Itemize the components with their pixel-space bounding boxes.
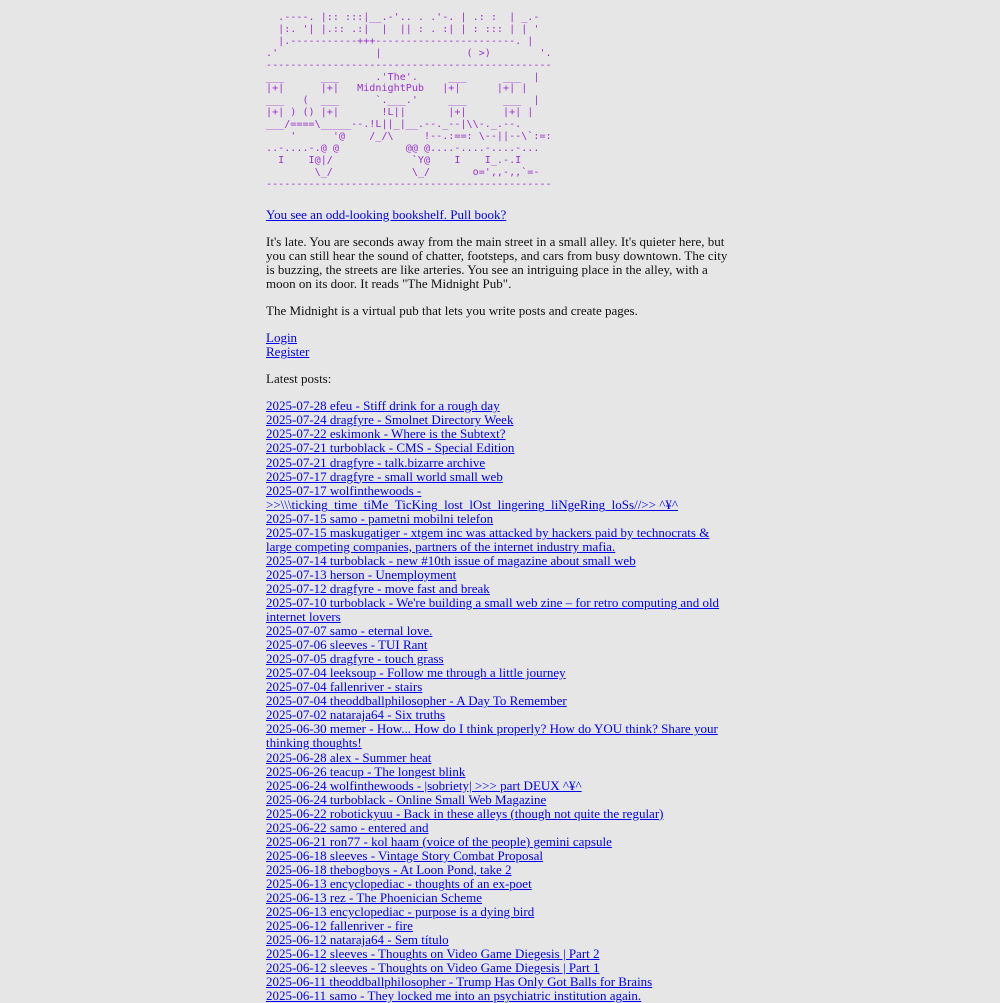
post-link[interactable]: 2025-06-18 thebogboys - At Loon Pond, take 2	[266, 861, 512, 877]
latest-posts-heading: Latest posts:	[266, 371, 332, 387]
page-content	[266, 12, 736, 1003]
post-link[interactable]: 2025-07-17 wolfinthewoods - >>\\\ticking_time_tiMe_TicKing_lost_lOst_lingering_liNgeRing_loSs//>> ^¥^	[266, 482, 678, 512]
post-link[interactable]: 2025-07-24 dragfyre - Smolnet Directory Week	[266, 412, 514, 428]
post-link[interactable]: 2025-07-02 nataraja64 - Six truths	[266, 707, 446, 723]
post-link[interactable]: 2025-07-04 fallenriver - stairs	[266, 679, 423, 695]
post-link[interactable]: 2025-06-21 ron77 - kol haam (voice of the people) gemini capsule	[266, 833, 612, 849]
midnight-pub-ascii-art: .----. |:: :::|__.-'.. . .'-. | .: : | _.- |:. '| |.:: .:| | || : . :| | : ::: | | ' |.-----------+++-----------------------. | .' | ( >) '. ----------------------------------------------- ___ ___ .'The'. ___ ___ | |+| |+| MidnightPub |+| |+| | ___ ( ___ `.___.' ___ ___ | |+| ) () |+| !L|| |+| |+| | ___/====\_____--.!L||_|__.--._--|\\-._.--. ' '@ /_/\ !--.:==: \--||--\`:=: ..-....-.@ @ @@ @....-....-....-... I I@|/ `Y@ I I_.-.I \_/ \_/ o=',,-,,`=- -----------------------------------------------	[266, 12, 552, 190]
post-link[interactable]: 2025-06-22 robotickyuu - Back in these alleys (though not quite the regular)	[266, 805, 664, 821]
post-link[interactable]: 2025-07-07 samo - eternal love.	[266, 623, 433, 639]
post-link[interactable]: 2025-06-12 fallenriver - fire	[266, 918, 413, 934]
post-link[interactable]: 2025-06-28 alex - Summer heat	[266, 749, 432, 765]
post-link[interactable]: 2025-06-18 sleeves - Vintage Story Combat Proposal	[266, 847, 543, 863]
auth-links	[266, 331, 736, 359]
post-link[interactable]: 2025-06-26 teacup - The longest blink	[266, 763, 466, 779]
post-link[interactable]: 2025-07-15 maskugatiger - xtgem inc was attacked by hackers paid by technocrats & large competing companies, partners of the internet industry mafia.	[266, 524, 710, 554]
login-link[interactable]: Login	[266, 330, 298, 346]
post-link[interactable]: 2025-06-13 encyclopediac - thoughts of an ex-poet	[266, 875, 532, 891]
post-link[interactable]: 2025-06-12 sleeves - Thoughts on Video Game Diegesis | Part 1	[266, 960, 600, 976]
post-link[interactable]: 2025-06-13 rez - The Phoenician Scheme	[266, 889, 482, 905]
post-link[interactable]: 2025-06-30 memer - How... How do I think properly? How do YOU think? Share your thinking thoughts!	[266, 721, 718, 751]
post-link[interactable]: 2025-07-06 sleeves - TUI Rant	[266, 637, 428, 653]
post-link[interactable]: 2025-07-17 dragfyre - small world small web	[266, 468, 503, 484]
post-link[interactable]: 2025-07-28 efeu - Stiff drink for a rough day	[266, 398, 500, 414]
post-link[interactable]: 2025-07-21 dragfyre - talk.bizarre archive	[266, 454, 486, 470]
post-link[interactable]: 2025-07-15 samo - pametni mobilni telefon	[266, 510, 494, 526]
post-link[interactable]: 2025-07-13 herson - Unemployment	[266, 566, 457, 582]
post-link[interactable]: 2025-07-04 theoddballphilosopher - A Day To Remember	[266, 693, 567, 709]
post-link[interactable]: 2025-06-13 encyclopediac - purpose is a dying bird	[266, 904, 535, 920]
latest-posts-list	[266, 399, 736, 1003]
post-link[interactable]: 2025-06-12 sleeves - Thoughts on Video Game Diegesis | Part 2	[266, 946, 600, 962]
post-link[interactable]: 2025-06-11 samo - They locked me into an psychiatric institution again.	[266, 988, 642, 1003]
post-link[interactable]: 2025-06-11 theoddballphilosopher - Trump Has Only Got Balls for Brains	[266, 974, 653, 990]
bookshelf-link[interactable]: You see an odd-looking bookshelf. Pull book?	[266, 206, 507, 222]
post-link[interactable]: 2025-07-05 dragfyre - touch grass	[266, 651, 444, 667]
post-link[interactable]: 2025-06-22 samo - entered and	[266, 819, 429, 835]
post-link[interactable]: 2025-07-10 turboblack - We're building a small web zine – for retro computing and old internet lovers	[266, 595, 720, 625]
description-paragraph: The Midnight is a virtual pub that lets you write posts and create pages.	[266, 302, 638, 318]
post-link[interactable]: 2025-06-12 nataraja64 - Sem título	[266, 932, 449, 948]
register-link[interactable]: Register	[266, 344, 310, 360]
post-link[interactable]: 2025-07-21 turboblack - CMS - Special Edition	[266, 440, 515, 456]
intro-paragraph: It's late. You are seconds away from the main street in a small alley. It's quieter here, but you can still hear the sound of chatter, footsteps, and cars from busy downtown. The city is buzzing, the streets are like arteries. You see an intriguing place in the alley, with a moon on its door. It reads "The Midnight Pub".	[266, 233, 728, 291]
post-link[interactable]: 2025-06-24 wolfinthewoods - |sobriety| >>> part DEUX ^¥^	[266, 777, 582, 793]
post-link[interactable]: 2025-07-04 leeksoup - Follow me through a little journey	[266, 665, 566, 681]
post-link[interactable]: 2025-06-24 turboblack - Online Small Web Magazine	[266, 791, 547, 807]
post-link[interactable]: 2025-07-14 turboblack - new #10th issue of magazine about small web	[266, 552, 636, 568]
post-link[interactable]: 2025-07-12 dragfyre - move fast and break	[266, 580, 490, 596]
post-link[interactable]: 2025-07-22 eskimonk - Where is the Subtext?	[266, 426, 506, 442]
